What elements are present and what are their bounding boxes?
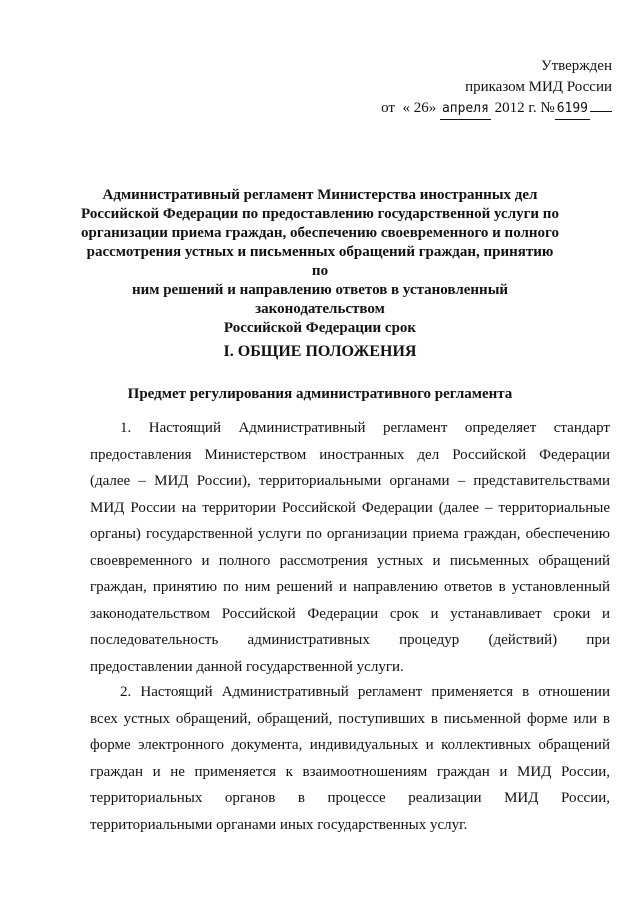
approval-date-line — [381, 98, 612, 120]
date-day: « 26» — [402, 100, 437, 116]
paragraph-line: законодательством Российской Федерации срок и устанавливает сроки и — [90, 605, 610, 622]
approval-line-2: приказом МИД России — [465, 79, 612, 95]
paragraph-1 — [90, 415, 610, 680]
order-number: 6199 — [555, 98, 590, 120]
paragraph-line: МИД России на территории Российской Федерации (далее – территориальные — [90, 499, 610, 516]
paragraph-line: форме электронного документа, индивидуальных и коллективных обращений — [90, 737, 610, 753]
paragraph-line: всех устных обращений, обращений, поступивших в письменной форме или в — [90, 710, 610, 727]
paragraph-line: органы) государственной услуги по организации приема граждан, обеспечению — [90, 526, 610, 542]
document-title — [78, 186, 562, 338]
title-line: рассмотрения устных и письменных обращений граждан, принятию по — [86, 244, 554, 279]
order-number-label: № — [540, 100, 555, 116]
paragraph-line: (далее – МИД России), территориальными органами – представительствами — [90, 473, 610, 489]
title-line: Российской Федерации по предоставлению государственной услуги по — [81, 206, 559, 222]
paragraph-line: территориальных органов в процессе реализации МИД России, — [90, 790, 610, 806]
title-line: Административный регламент Министерства иностранных дел — [102, 187, 538, 203]
paragraph-line: своевременного и полного рассмотрения устных и письменных обращений — [90, 552, 610, 569]
paragraph-line: граждан и не применяется к взаимоотношениям граждан и МИД России, — [90, 763, 610, 780]
paragraph-line: предоставления Министерством иностранных дел Российской Федерации — [90, 446, 610, 463]
subsection-heading: Предмет регулирования административного регламента — [127, 386, 513, 402]
date-prefix: от — [381, 100, 395, 116]
paragraph-line: последовательность административных процедур (действий) при — [90, 632, 610, 648]
title-line: организации приема граждан, обеспечению своевременного и полного — [81, 225, 559, 241]
approval-block — [381, 56, 612, 120]
paragraph-line: 1. Настоящий Административный регламент определяет стандарт — [120, 420, 610, 436]
title-line: ним решений и направлению ответов в установленный законодательством — [131, 282, 509, 317]
paragraph-line: 2. Настоящий Административный регламент применяется в отношении — [120, 684, 610, 700]
order-number-blank — [590, 111, 612, 112]
paragraph-line: граждан, принятию по ним решений и направлению ответов в установленный — [90, 579, 610, 595]
paragraph-line: территориальными органами иных государственных услуг. — [90, 816, 468, 833]
title-line: Российской Федерации срок — [223, 320, 417, 336]
date-month: апреля — [440, 98, 491, 120]
paragraph-2 — [90, 679, 610, 838]
date-year: 2012 г. — [494, 100, 537, 116]
section-heading: I. ОБЩИЕ ПОЛОЖЕНИЯ — [223, 343, 417, 360]
paragraph-line: предоставлении данной государственной услуги. — [90, 658, 404, 675]
approval-line-1: Утвержден — [540, 58, 612, 74]
